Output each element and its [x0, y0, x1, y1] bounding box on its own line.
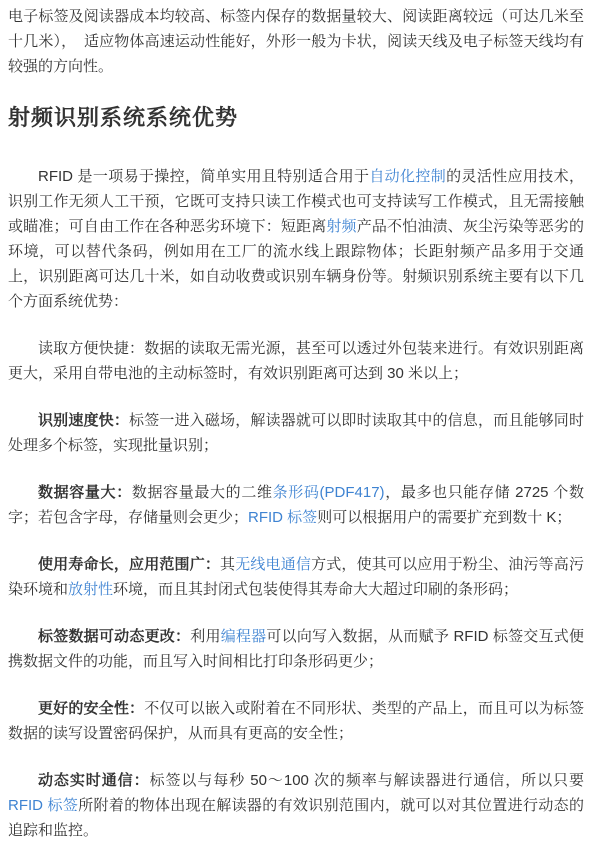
text-run: 的灵活性应用技术，识别工作无须人工干预，它既可支持只读工作模式也可支持读写工作模式，且无需接触或瞄准；可自由工作在各种恶劣环境下：短距离 — [8, 168, 584, 235]
link-pdf417[interactable]: (PDF417) — [319, 484, 385, 501]
advantage-dynamic-update — [8, 624, 584, 674]
link-automation-control[interactable]: 自动化控制 — [369, 168, 447, 185]
text-run: 则可以根据用户的需要扩充到数十 K； — [317, 509, 572, 526]
paragraph-lead-bold: 动态实时通信： — [38, 772, 150, 789]
section-heading: 射频识别系统系统优势 — [8, 105, 239, 130]
text-run: 标签以与每秒 50～100 次的频率与解读器进行通信，所以只要 — [149, 772, 584, 789]
text-run: 电子标签及阅读器成本均较高、标签内保存的数据量较大、阅读距离较远（可达几米至十几米）， 适应物体高速运动性能好，外形一般为卡状，阅读天线及电子标签天线均有较强的方向性。 — [8, 8, 584, 75]
text-run: 读取方便快捷：数据的读取无需光源，甚至可以透过外包装来进行。有效识别距离更大，采用自带电池的主动标签时，有效识别距离可达到 30 米以上； — [8, 340, 584, 382]
paragraph-lead-bold: 数据容量大： — [38, 484, 132, 501]
text-run: 利用 — [190, 628, 221, 645]
paragraph-lead-bold: 识别速度快： — [38, 412, 130, 429]
intro-paragraph — [8, 4, 584, 79]
link-barcode[interactable]: 条形码 — [272, 484, 320, 501]
advantage-realtime-communication — [8, 768, 584, 843]
text-run: 环境，而且其封闭式包装使得其寿命大大超过印刷的条形码； — [113, 581, 519, 598]
link-programmer[interactable]: 编程器 — [220, 628, 267, 645]
text-run: 方式，使其可以应用于粉尘、油污等高污染环境和 — [8, 556, 584, 598]
advantage-read-convenience — [8, 336, 584, 386]
link-rfid-tag[interactable]: RFID 标签 — [8, 797, 79, 814]
text-run: 不仅可以嵌入或附着在不同形状、类型的产品上，而且可以为标签数据的读写设置密码保护，从而具有更高的安全性； — [8, 700, 584, 742]
link-radioactive[interactable]: 放射性 — [68, 581, 114, 598]
text-run: 标签一进入磁场，解读器就可以即时读取其中的信息，而且能够同时处理多个标签，实现批量识别； — [8, 412, 584, 454]
text-run: RFID 是一项易于操控，简单实用且特别适合用于 — [38, 168, 370, 185]
text-run: 其 — [220, 556, 236, 573]
paragraph-lead-bold: 更好的安全性： — [38, 700, 145, 717]
paragraph-lead-bold: 标签数据可动态更改： — [38, 628, 191, 645]
text-run: ，最多也只能存储 2725 个数字；若包含字母，存储量则会更少； — [8, 484, 584, 526]
rfid-overview-paragraph — [8, 164, 584, 314]
advantage-long-life — [8, 552, 584, 602]
link-rfid-tag[interactable]: RFID 标签 — [248, 509, 318, 526]
text-run: 可以向写入数据，从而赋予 RFID 标签交互式便携数据文件的功能，而且写入时间相比打印条形码更少； — [8, 628, 584, 670]
link-radio-frequency[interactable]: 射频 — [326, 218, 357, 235]
paragraph-lead-bold: 使用寿命长，应用范围广： — [38, 556, 221, 573]
text-run: 数据容量最大的二维 — [131, 484, 273, 501]
link-radio-communication[interactable]: 无线电通信 — [235, 556, 312, 573]
text-run: 所附着的物体出现在解读器的有效识别范围内，就可以对其位置进行动态的追踪和监控。 — [8, 797, 584, 839]
text-run: 产品不怕油渍、灰尘污染等恶劣的环境，可以替代条码，例如用在工厂的流水线上跟踪物体；长距射频产品多用于交通上，识别距离可达几十米，如自动收费或识别车辆身份等。射频识别系统主要有以下几个方面系统优势： — [8, 218, 584, 310]
advantage-data-capacity — [8, 480, 584, 530]
advantage-security — [8, 696, 584, 746]
advantage-recognition-speed — [8, 408, 584, 458]
